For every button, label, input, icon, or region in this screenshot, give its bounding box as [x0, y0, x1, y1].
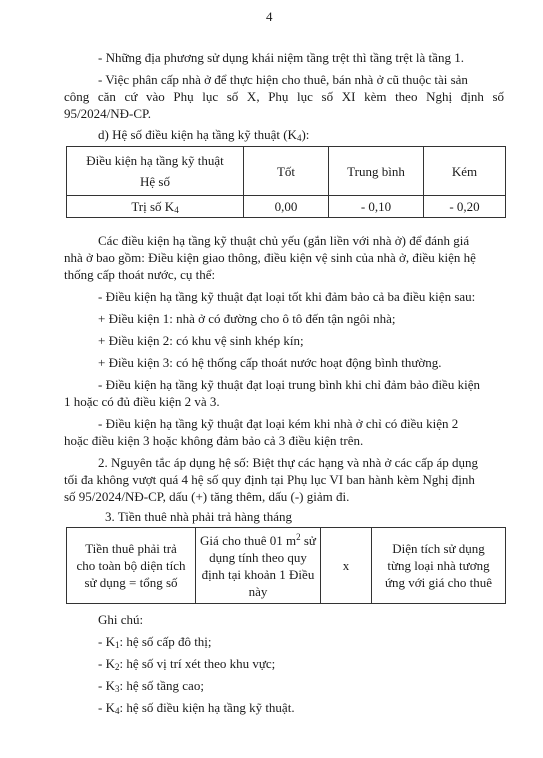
paragraph-classification-line3: 95/2024/NĐ-CP.	[64, 106, 152, 121]
table2-total-rent-line2: cho toàn bộ diện tích	[76, 558, 186, 573]
paragraph-good-criteria: - Điều kiện hạ tầng kỹ thuật đạt loại tốt khi đảm bảo cả ba điều kiện sau:	[98, 289, 476, 304]
table2-area-line3: ứng với giá cho thuê	[384, 575, 493, 590]
table2-area-line1: Diện tích sử dụng	[392, 541, 485, 556]
note-k4-text: : hệ số điều kiện hạ tầng kỹ thuật.	[119, 700, 295, 715]
table2-price-line1-suffix: sử	[300, 532, 316, 548]
table1-header-line2: Hệ số	[140, 174, 170, 189]
table2-total-rent-line3: sử dụng = tổng số	[84, 575, 178, 590]
table2-area-line2: từng loại nhà tương	[387, 558, 490, 573]
table1-col-bad: Kém	[424, 147, 506, 196]
table2-multiply-cell: x	[321, 528, 372, 604]
note-k1-prefix: - K	[98, 634, 115, 649]
note-k2-prefix: - K	[98, 656, 115, 671]
table2-total-rent-line1: Tiền thuê phải trả	[85, 541, 177, 556]
paragraph-condition-3: + Điều kiện 3: có hệ thống cấp thoát nước hoạt động bình thường.	[98, 355, 442, 370]
table2-price-line1	[200, 532, 316, 549]
table1-row-label-text: Trị số K	[131, 199, 175, 214]
table1-value-average: - 0,10	[329, 196, 424, 218]
note-k3-prefix: - K	[98, 678, 115, 693]
table2-total-rent-cell	[67, 528, 196, 604]
table2-price-line3: định tại khoản 1 Điều	[201, 566, 315, 582]
table1-header-line1: Điều kiện hạ tầng kỹ thuật	[86, 153, 224, 168]
paragraph-conditions-line2: nhà ở bao gồm: Điều kiện giao thông, điều kiện vệ sinh của nhà ở, điều kiện hệ	[64, 250, 476, 265]
rent-formula-table	[66, 527, 506, 604]
table1-row-label-sub: 4	[174, 205, 179, 215]
paragraph-average-line2: 1 hoặc có đủ điều kiện 2 và 3.	[64, 394, 220, 409]
table1-header-cell	[67, 147, 244, 196]
note-k3	[98, 678, 204, 694]
paragraph-principles-line2: tối đa không vượt quá 4 hệ số quy định tại Phụ lục VI ban hành kèm Nghị định	[64, 472, 475, 487]
note-k4-prefix: - K	[98, 700, 115, 715]
section-d-heading-text: d) Hệ số điều kiện hạ tầng kỹ thuật (K	[98, 127, 297, 142]
infrastructure-coefficient-table	[66, 146, 506, 218]
note-k3-text: : hệ số tầng cao;	[119, 678, 204, 693]
note-k2-sub: 2	[114, 662, 120, 672]
page-number: 4	[266, 9, 273, 24]
table2-area-cell	[372, 528, 506, 604]
paragraph-classification-line1: - Việc phân cấp nhà ở để thực hiện cho thuê, bán nhà ở cũ thuộc tài sản	[98, 72, 468, 87]
paragraph-condition-2: + Điều kiện 2: có khu vệ sinh khép kín;	[98, 333, 304, 348]
note-k4	[98, 700, 295, 716]
table2-price-line1-sup: 2	[296, 531, 301, 542]
paragraph-condition-1: + Điều kiện 1: nhà ở có đường cho ô tô đến tận ngôi nhà;	[98, 311, 396, 326]
table1-col-good: Tốt	[244, 147, 329, 196]
note-k1	[98, 634, 212, 650]
note-k3-sub: 3	[114, 684, 120, 694]
table2-price-line2: dụng tính theo quy	[209, 549, 307, 565]
paragraph-classification-line2: công căn cứ vào Phụ lục số X, Phụ lục số XI kèm theo Nghị định số	[64, 89, 504, 104]
paragraph-principles-line3: số 95/2024/NĐ-CP, dấu (+) tăng thêm, dấu (-) giảm đi.	[64, 489, 350, 504]
paragraph-poor-line2: hoặc điều kiện 3 hoặc không đảm bảo cả 3 điều kiện trên.	[64, 433, 364, 448]
table1-value-good: 0,00	[244, 196, 329, 218]
section-d-heading	[98, 127, 309, 143]
note-k1-sub: 1	[114, 640, 120, 650]
section-d-heading-suffix: ):	[301, 127, 310, 142]
note-k2-text: : hệ số vị trí xét theo khu vực;	[119, 656, 276, 671]
paragraph-average-line1: - Điều kiện hạ tầng kỹ thuật đạt loại trung bình khi chỉ đảm bảo điều kiện	[98, 377, 480, 392]
note-k1-text: : hệ số cấp đô thị;	[119, 634, 212, 649]
section-d-heading-sub: 4	[296, 133, 302, 143]
section-3-heading: 3. Tiền thuê nhà phải trả hàng tháng	[105, 509, 293, 524]
paragraph-conditions-line3: thống cấp thoát nước, cụ thể:	[64, 267, 216, 282]
paragraph-poor-line1: - Điều kiện hạ tầng kỹ thuật đạt loại kém khi nhà ở chỉ có điều kiện 2	[98, 416, 459, 431]
table1-col-average: Trung bình	[329, 147, 424, 196]
table1-value-bad: - 0,20	[424, 196, 506, 218]
note-k4-sub: 4	[114, 706, 120, 716]
table1-row-label	[67, 196, 244, 218]
paragraph-conditions-line1: Các điều kiện hạ tầng kỹ thuật chủ yếu (gắn liền với nhà ở) để đánh giá	[98, 233, 470, 248]
paragraph-ground-floor: - Những địa phương sử dụng khái niệm tầng trệt thì tầng trệt là tầng 1.	[98, 50, 464, 65]
note-k2	[98, 656, 275, 672]
notes-title: Ghi chú:	[98, 612, 144, 627]
table2-price-line4: này	[248, 583, 268, 599]
table2-price-line1-text: Giá cho thuê 01 m	[200, 532, 297, 548]
paragraph-principles-line1: 2. Nguyên tắc áp dụng hệ số: Biệt thự các hạng và nhà ở các cấp áp dụng	[98, 455, 478, 470]
table2-price-cell	[196, 528, 321, 604]
